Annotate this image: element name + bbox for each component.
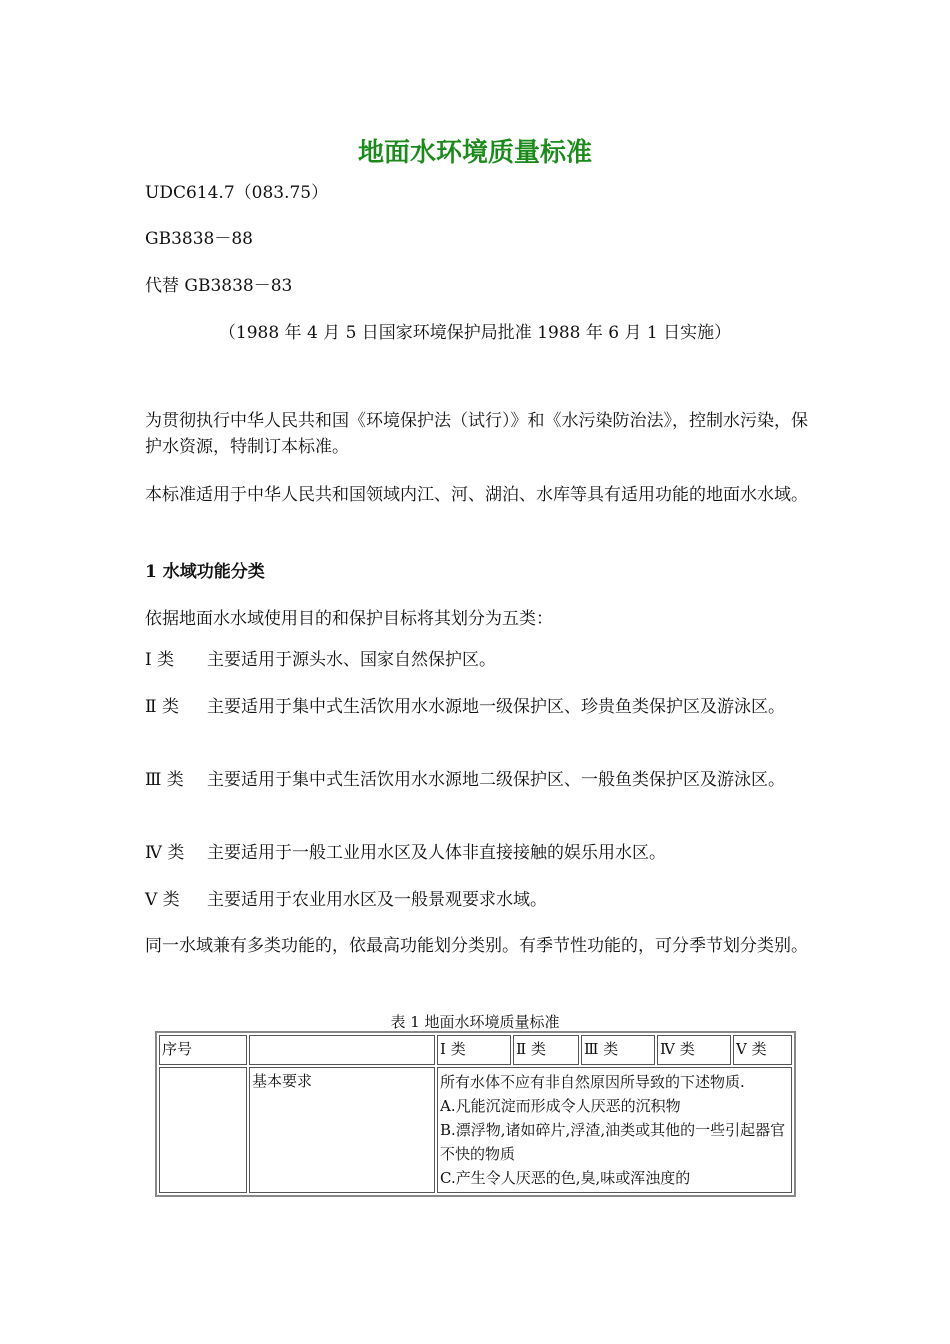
requirement-cell bbox=[437, 1067, 792, 1193]
section-heading: 1 水域功能分类 bbox=[145, 562, 265, 582]
header-cell-no: 序号 bbox=[159, 1035, 247, 1065]
class-key: Ⅴ 类 bbox=[145, 890, 180, 910]
table-caption: 表 1 地面水环境质量标准 bbox=[390, 1013, 560, 1031]
requirement-line: A.凡能沉淀而形成令人厌恶的沉积物 bbox=[440, 1097, 681, 1115]
header-cell-class-4: Ⅳ 类 bbox=[657, 1035, 731, 1065]
header-cell-item bbox=[249, 1035, 435, 1065]
gb-code: GB3838－88 bbox=[145, 229, 253, 249]
header-cell-class-3: Ⅲ 类 bbox=[581, 1035, 655, 1065]
class-text: 主要适用于源头水、国家自然保护区。 bbox=[207, 650, 496, 670]
standards-table bbox=[155, 1031, 796, 1197]
row-item-cell: 基本要求 bbox=[249, 1067, 435, 1193]
class-text: 主要适用于集中式生活饮用水水源地二级保护区、一般鱼类保护区及游泳区。 bbox=[207, 770, 785, 790]
header-cell-class-2: Ⅱ 类 bbox=[513, 1035, 579, 1065]
class-key: Ⅰ 类 bbox=[145, 650, 175, 670]
section-note: 同一水域兼有多类功能的，依最高功能划分类别。有季节性功能的，可分季节划分类别。 bbox=[145, 936, 808, 956]
requirement-line: 所有水体不应有非自然原因所导致的下述物质. bbox=[440, 1073, 745, 1091]
table-row bbox=[159, 1067, 792, 1193]
udc-code: UDC614.7（083.75） bbox=[145, 183, 329, 203]
class-key: Ⅳ 类 bbox=[145, 843, 185, 863]
header-cell-class-5: Ⅴ 类 bbox=[733, 1035, 792, 1065]
class-item bbox=[145, 887, 815, 913]
approval-line: （1988 年 4 月 5 日国家环境保护局批准 1988 年 6 月 1 日实施） bbox=[218, 323, 732, 343]
requirement-line: C.产生令人厌恶的色,臭,味或浑浊度的 bbox=[440, 1169, 691, 1187]
replaces-code: 代替 GB3838－83 bbox=[145, 276, 293, 296]
class-item bbox=[145, 647, 815, 673]
row-number-cell bbox=[159, 1067, 247, 1193]
class-text: 主要适用于一般工业用水区及人体非直接接触的娱乐用水区。 bbox=[207, 843, 666, 863]
requirement-line: B.漂浮物,诸如碎片,浮渣,油类或其他的一些引起器官 不快的物质 bbox=[440, 1121, 786, 1163]
class-key: Ⅲ 类 bbox=[145, 770, 184, 790]
class-text: 主要适用于集中式生活饮用水水源地一级保护区、珍贵鱼类保护区及游泳区。 bbox=[207, 697, 785, 717]
class-key: Ⅱ 类 bbox=[145, 697, 179, 717]
class-item bbox=[145, 767, 815, 793]
section-lead: 依据地面水水域使用目的和保护目标将其划分为五类： bbox=[145, 609, 553, 629]
document-title: 地面水环境质量标准 bbox=[357, 138, 592, 168]
class-item bbox=[145, 694, 815, 720]
class-item bbox=[145, 840, 815, 866]
class-text: 主要适用于农业用水区及一般景观要求水域。 bbox=[207, 890, 547, 910]
header-cell-class-1: Ⅰ 类 bbox=[437, 1035, 511, 1065]
intro-paragraph-2: 本标准适用于中华人民共和国领域内江、河、湖泊、水库等具有适用功能的地面水水域。 bbox=[145, 485, 808, 505]
intro-paragraph-1: 为贯彻执行中华人民共和国《环境保护法（试行）》和《水污染防治法》，控制水污染，保护水资源，特制订本标准。 bbox=[145, 411, 808, 457]
table-header-row bbox=[159, 1035, 792, 1065]
